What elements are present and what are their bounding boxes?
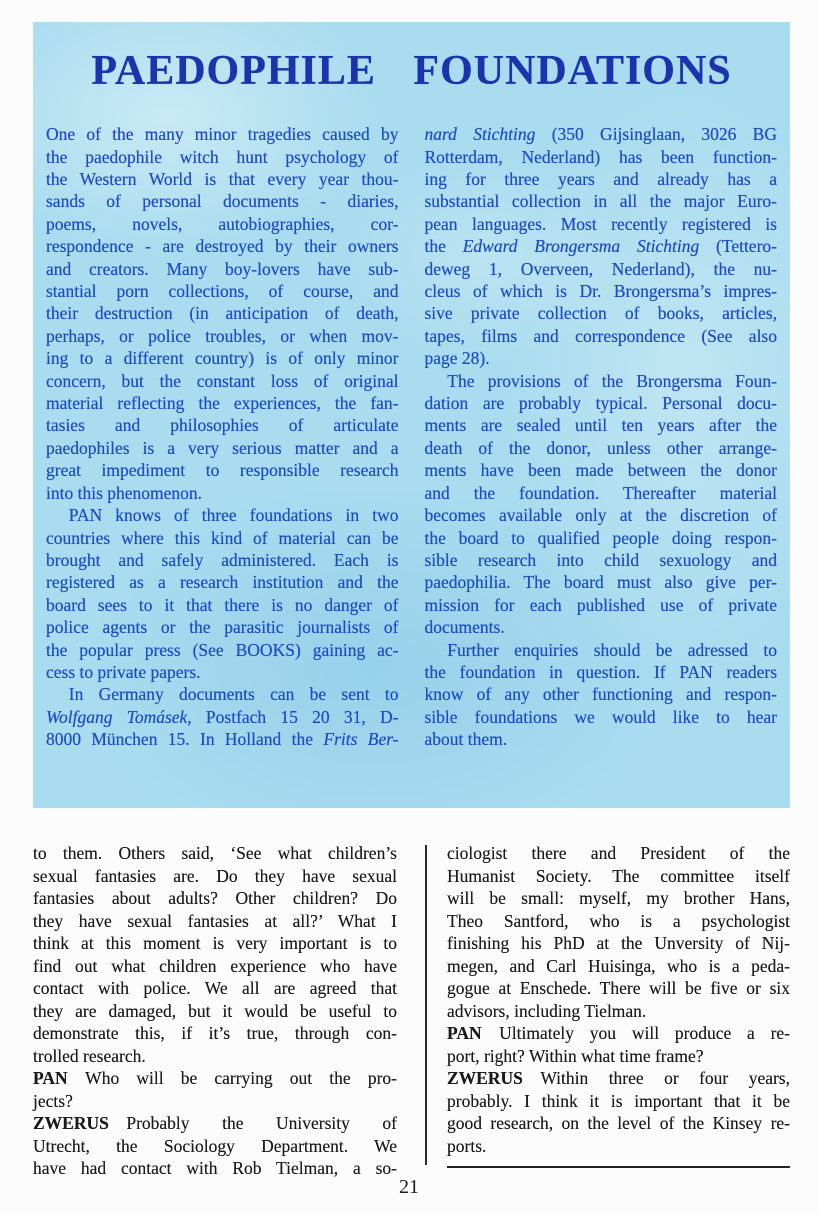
paragraph	[425, 123, 778, 369]
text-line: to them. Others said, ‘See what children’s	[33, 843, 397, 863]
text-line: about them.	[424, 729, 508, 750]
column-divider	[425, 845, 427, 1165]
text-line: sands of personal documents - diaries,	[46, 191, 399, 212]
page-number: 21	[399, 1176, 419, 1198]
text-line: port, right? Within what time frame?	[447, 1045, 704, 1066]
text-line: Rotterdam, Nederland) has been function-	[424, 146, 777, 167]
text-line: 8000 München 15. In Holland the Frits Ber-	[46, 729, 399, 750]
text-line: Utrecht, the Sociology Department. We	[33, 1135, 397, 1156]
text-line: ZWERUS Within three or four years,	[447, 1068, 790, 1088]
text-line: the paedophile witch hunt psychology of	[46, 146, 399, 167]
text-line: Theo Santford, who is a psychologist	[447, 910, 790, 931]
text-line: probably. I think it is important that it be	[447, 1090, 790, 1111]
text-line: One of the many minor tragedies caused by	[46, 124, 399, 145]
text-line: jects?	[33, 1090, 73, 1111]
text-line: countries where this kind of material can be	[46, 527, 399, 548]
text-line: ciologist there and President of the	[447, 843, 790, 863]
paragraph	[425, 370, 778, 639]
text-line: the Western World is that every year thou-	[46, 169, 399, 189]
text-line: contact with police. We all are agreed that	[33, 978, 397, 998]
text-line: the Edward Brongersma Stichting (Tettero-	[424, 236, 777, 257]
text-line: pean languages. Most recently registered is	[424, 213, 777, 234]
text-line: megen, and Carl Huisinga, who is a peda-	[447, 955, 790, 976]
text-line: ZWERUS Probably the University of	[33, 1113, 397, 1133]
paragraph	[447, 842, 790, 1022]
text-line: death of the donor, unless other arrange-	[424, 437, 777, 458]
paragraph	[33, 1067, 397, 1112]
text-line: tasies and philosophies of articulate	[46, 415, 399, 436]
text-line: material reflecting the experiences, the fan-	[46, 393, 399, 414]
text-line: deweg 1, Overveen, Nederland), the nu-	[424, 258, 777, 279]
text-line: the popular press (See BOOKS) gaining ac-	[46, 639, 399, 660]
paragraph	[33, 1112, 397, 1180]
article-column-left	[46, 123, 399, 750]
text-line: find out what children experience who have	[33, 955, 397, 976]
text-line: gogue at Enschede. There will be five or six	[447, 978, 790, 998]
text-line: ments are sealed until ten years after the	[424, 415, 777, 436]
text-line: ing to a different country) is of only minor	[46, 348, 399, 369]
paragraph	[447, 1022, 790, 1067]
paragraph	[46, 683, 399, 750]
interview-column-left	[33, 842, 397, 1180]
text-line: the foundation in question. If PAN readers	[424, 661, 777, 682]
text-line: The provisions of the Brongersma Foun-	[447, 370, 777, 391]
text-line: cess to private papers.	[46, 661, 201, 682]
text-line: stantial porn collections, of course, and	[46, 281, 399, 302]
text-line: mission for each published use of private	[424, 594, 777, 615]
text-line: trolled research.	[33, 1045, 146, 1066]
text-line: brought and safely administered. Each is	[46, 549, 399, 570]
text-line: ments have been made between the donor	[424, 460, 777, 481]
text-line: good research, on the level of the Kinsey re-	[447, 1113, 790, 1133]
text-line: think at this moment is very important is to	[33, 933, 397, 953]
text-line: perhaps, or police troubles, or when mov-	[46, 325, 399, 346]
article-box	[33, 22, 790, 808]
interview-columns	[33, 842, 790, 1180]
text-line: police agents or the parasitic journalists of	[46, 617, 399, 638]
text-line: advisors, including Tielman.	[447, 1000, 647, 1021]
text-line: great impediment to responsible research	[46, 460, 399, 481]
text-line: In Germany documents can be sent to	[68, 684, 399, 705]
text-line: sexual fantasies are. Do they have sexual	[33, 865, 397, 886]
text-line: and the foundation. Thereafter material	[424, 482, 777, 503]
text-line: Further enquiries should be adressed to	[447, 639, 777, 660]
article-title: PAEDOPHILE FOUNDATIONS	[91, 48, 732, 94]
text-line: respondence - are destroyed by their owners	[46, 236, 399, 257]
text-line: have had contact with Rob Tielman, a so-	[33, 1158, 397, 1178]
paragraph	[447, 1067, 790, 1157]
text-line: finishing his PhD at the Unversity of Nij-	[447, 933, 790, 953]
text-line: registered as a research institution and the	[46, 572, 399, 593]
text-line: PAN Ultimately you will produce a re-	[447, 1023, 790, 1043]
paragraph	[46, 504, 399, 683]
text-line: ing for three years and already has a	[424, 169, 777, 189]
interview-column-right	[447, 842, 790, 1180]
text-line: sible research into child sexuology and	[424, 549, 777, 570]
text-line: nard Stichting (350 Gijsinglaan, 3026 BG	[424, 124, 777, 145]
text-line: cleus of which is Dr. Brongersma’s impres-	[424, 281, 777, 302]
text-line: they are damaged, but it would be useful to	[33, 1000, 397, 1021]
text-line: concern, but the constant loss of original	[46, 370, 399, 391]
text-line: ports.	[447, 1135, 487, 1156]
text-line: board sees to it that there is no danger of	[46, 594, 399, 615]
text-line: paedophilia. The board must also give per-	[424, 572, 777, 593]
text-line: and creators. Many boy-lovers have sub-	[46, 258, 399, 279]
article-end-rule	[447, 1166, 790, 1168]
article-column-right	[425, 123, 778, 750]
paragraph	[33, 842, 397, 1067]
text-line: PAN Who will be carrying out the pro-	[33, 1068, 397, 1088]
text-line: page 28).	[424, 348, 490, 369]
paragraph	[425, 639, 778, 751]
text-line: becomes available only at the discretion of	[424, 505, 777, 526]
text-line: tapes, films and correspondence (See also	[424, 325, 777, 346]
text-line: fantasies about adults? Other children? Do	[33, 888, 397, 908]
article-columns	[46, 123, 777, 750]
text-line: sible foundations we would like to hear	[424, 706, 777, 727]
text-line: poems, novels, autobiographies, cor-	[46, 213, 399, 234]
text-line: sive private collection of books, articles,	[424, 303, 777, 324]
paragraph	[46, 123, 399, 504]
text-line: PAN knows of three foundations in two	[68, 505, 399, 526]
text-line: the board to qualified people doing respon-	[424, 527, 777, 548]
text-line: their destruction (in anticipation of death,	[46, 303, 399, 324]
text-line: will be small: myself, my brother Hans,	[447, 888, 790, 908]
text-line: substantial collection in all the major Euro-	[424, 191, 777, 212]
text-line: into this phenomenon.	[46, 482, 203, 503]
text-line: Humanist Society. The committee itself	[447, 865, 790, 886]
text-line: documents.	[424, 617, 505, 638]
text-line: Wolfgang Tomásek, Postfach 15 20 31, D-	[46, 706, 399, 727]
text-line: dation are probably typical. Personal docu-	[424, 393, 777, 414]
text-line: they have sexual fantasies at all?’ What I	[33, 910, 397, 931]
text-line: demonstrate this, if it’s true, through con-	[33, 1023, 397, 1043]
text-line: paedophiles is a very serious matter and a	[46, 437, 399, 458]
text-line: know of any other functioning and respon-	[424, 684, 777, 705]
